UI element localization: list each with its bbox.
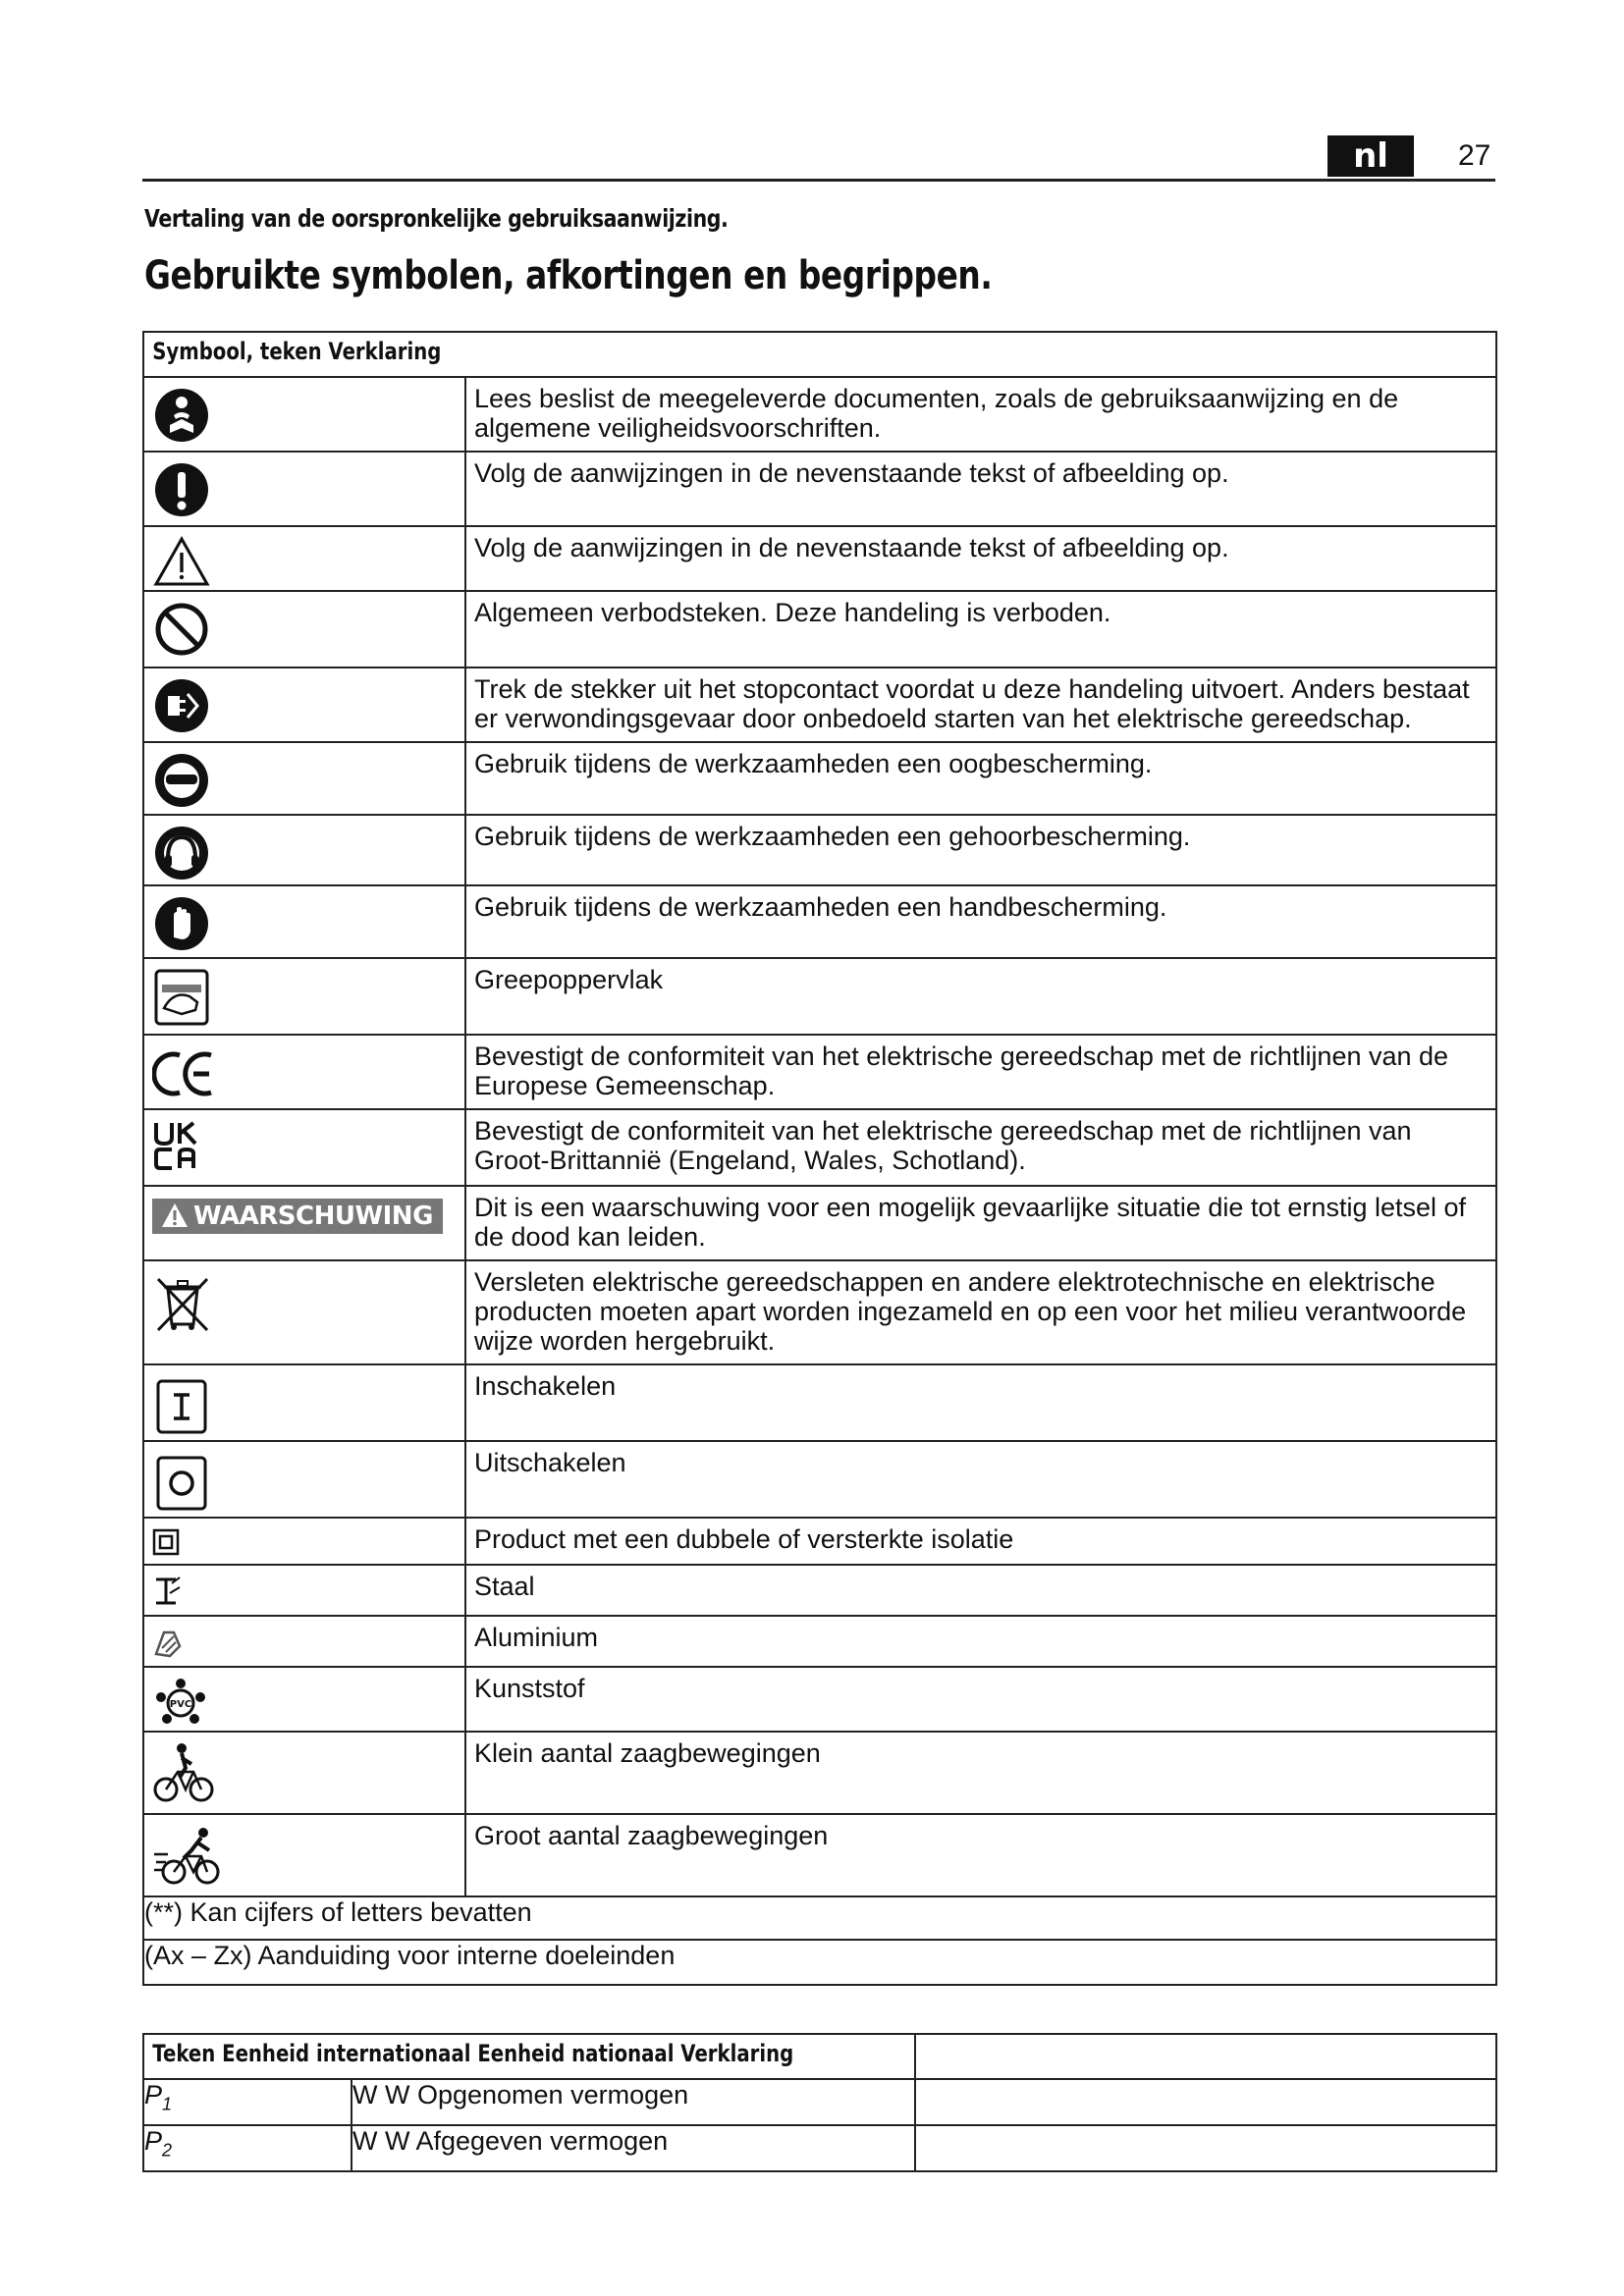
table-row <box>143 1896 1496 1940</box>
warning-triangle-icon <box>152 535 211 588</box>
unit-symbol: P <box>144 2126 163 2156</box>
table-row <box>143 1565 1496 1616</box>
table-row <box>143 958 1496 1035</box>
row-description: Versleten elektrische gereedschappen en andere elektrotechnische en elektrische producten moeten apart worden ingezameld en op een voor het milieu verantwoorde wijze worden hergebruikt. <box>465 1260 1496 1364</box>
units-table <box>142 2033 1497 2172</box>
table-row <box>143 1186 1496 1260</box>
warning-badge-label: WAARSCHUWING <box>193 1201 433 1231</box>
table-row <box>143 1109 1496 1186</box>
row-description: Kunststof <box>465 1667 1496 1732</box>
table-row <box>143 1260 1496 1364</box>
note-digits-letters: (**) Kan cijfers of letters bevatten <box>143 1896 1496 1940</box>
table-row <box>143 591 1496 667</box>
unit-symbol-subscript: 1 <box>162 2094 173 2114</box>
row-description: Gebruik tijdens de werkzaamheden een oogbescherming. <box>465 742 1496 815</box>
table-row <box>143 377 1496 452</box>
plastic-pvc-icon <box>152 1678 209 1727</box>
table-row <box>143 2079 1496 2125</box>
eye-protection-icon <box>152 751 211 810</box>
units-table-header: Teken Eenheid internationaal Eenheid nationaal Verklaring <box>152 2040 794 2067</box>
row-description: Aluminium <box>465 1616 1496 1667</box>
ear-protection-icon <box>152 824 211 882</box>
table-row <box>143 667 1496 742</box>
high-stroke-rate-icon <box>152 1825 227 1888</box>
table-row <box>143 1940 1496 1985</box>
unit-symbol-subscript: 2 <box>162 2140 173 2161</box>
row-description: Product met een dubbele of versterkte isolatie <box>465 1518 1496 1565</box>
table-row <box>143 1667 1496 1732</box>
pvc-label: PVC <box>169 1699 192 1710</box>
table-header-row <box>143 332 1496 377</box>
table-row <box>143 452 1496 526</box>
table-row <box>143 1441 1496 1518</box>
double-insulation-icon <box>152 1528 180 1556</box>
note-internal-codes: (Ax – Zx) Aanduiding voor interne doeleinden <box>143 1940 1496 1985</box>
table-row <box>143 815 1496 885</box>
ce-mark-icon <box>152 1049 217 1098</box>
row-description: Staal <box>465 1565 1496 1616</box>
table-header-row <box>143 2034 1496 2079</box>
unit-description: W W Opgenomen vermogen <box>352 2079 915 2125</box>
row-description: Greepoppervlak <box>465 958 1496 1035</box>
table-row <box>143 742 1496 815</box>
table-row <box>143 1616 1496 1667</box>
steel-icon <box>152 1574 184 1609</box>
aluminium-icon <box>152 1625 184 1660</box>
low-stroke-rate-icon <box>152 1742 215 1805</box>
prohibition-icon <box>152 600 211 659</box>
row-description: Bevestigt de conformiteit van het elektrische gereedschap met de richtlijnen van Groot-Brittannië (Engeland, Wales, Schotland). <box>465 1109 1496 1186</box>
table-row <box>143 1364 1496 1441</box>
row-description: Gebruik tijdens de werkzaamheden een handbescherming. <box>465 885 1496 958</box>
row-description: Trek de stekker uit het stopcontact voordat u deze handeling uitvoert. Anders bestaat er verwondingsgevaar door onbedoeld starten van het elektrische gereedschap. <box>465 667 1496 742</box>
language-badge: nl <box>1327 135 1414 177</box>
page-title: Gebruikte symbolen, afkortingen en begrippen. <box>144 253 993 298</box>
ukca-mark-icon <box>152 1120 201 1171</box>
table-row <box>143 1518 1496 1565</box>
table-row <box>143 2125 1496 2171</box>
row-description: Volg de aanwijzingen in de nevenstaande tekst of afbeelding op. <box>465 526 1496 591</box>
weee-bin-icon <box>152 1273 213 1334</box>
row-description: Dit is een waarschuwing voor een mogelijk gevaarlijke situatie die tot ernstig letsel of de dood kan leiden. <box>465 1186 1496 1260</box>
unplug-icon <box>152 676 211 735</box>
row-description: Volg de aanwijzingen in de nevenstaande tekst of afbeelding op. <box>465 452 1496 526</box>
row-description: Bevestigt de conformiteit van het elektrische gereedschap met de richtlijnen van de Europese Gemeenschap. <box>465 1035 1496 1109</box>
table-row <box>143 1732 1496 1814</box>
switch-on-icon <box>152 1375 211 1436</box>
mandatory-exclamation-icon <box>152 460 211 519</box>
grip-surface-icon <box>152 967 211 1028</box>
hand-protection-icon <box>152 894 211 953</box>
table-row <box>143 526 1496 591</box>
symbols-table <box>142 331 1497 1986</box>
header-rule <box>142 179 1495 182</box>
symbols-table-header: Symbool, teken Verklaring <box>152 338 442 365</box>
unit-symbol: P <box>144 2080 163 2109</box>
table-row <box>143 1814 1496 1896</box>
row-description: Uitschakelen <box>465 1441 1496 1518</box>
read-manual-icon <box>152 386 211 445</box>
table-row <box>143 885 1496 958</box>
page-number: 27 <box>1458 139 1491 172</box>
row-description: Algemeen verbodsteken. Deze handeling is verboden. <box>465 591 1496 667</box>
row-description: Lees beslist de meegeleverde documenten, zoals de gebruiksaanwijzing en de algemene veiligheidsvoorschriften. <box>465 377 1496 452</box>
warning-badge <box>152 1199 443 1234</box>
row-description: Inschakelen <box>465 1364 1496 1441</box>
document-subtitle: Vertaling van de oorspronkelijke gebruiksaanwijzing. <box>144 204 729 233</box>
warning-triangle-icon <box>160 1201 189 1229</box>
switch-off-icon <box>152 1452 211 1513</box>
table-row <box>143 1035 1496 1109</box>
row-description: Gebruik tijdens de werkzaamheden een gehoorbescherming. <box>465 815 1496 885</box>
row-description: Klein aantal zaagbewegingen <box>465 1732 1496 1814</box>
row-description: Groot aantal zaagbewegingen <box>465 1814 1496 1896</box>
unit-description: W W Afgegeven vermogen <box>352 2125 915 2171</box>
